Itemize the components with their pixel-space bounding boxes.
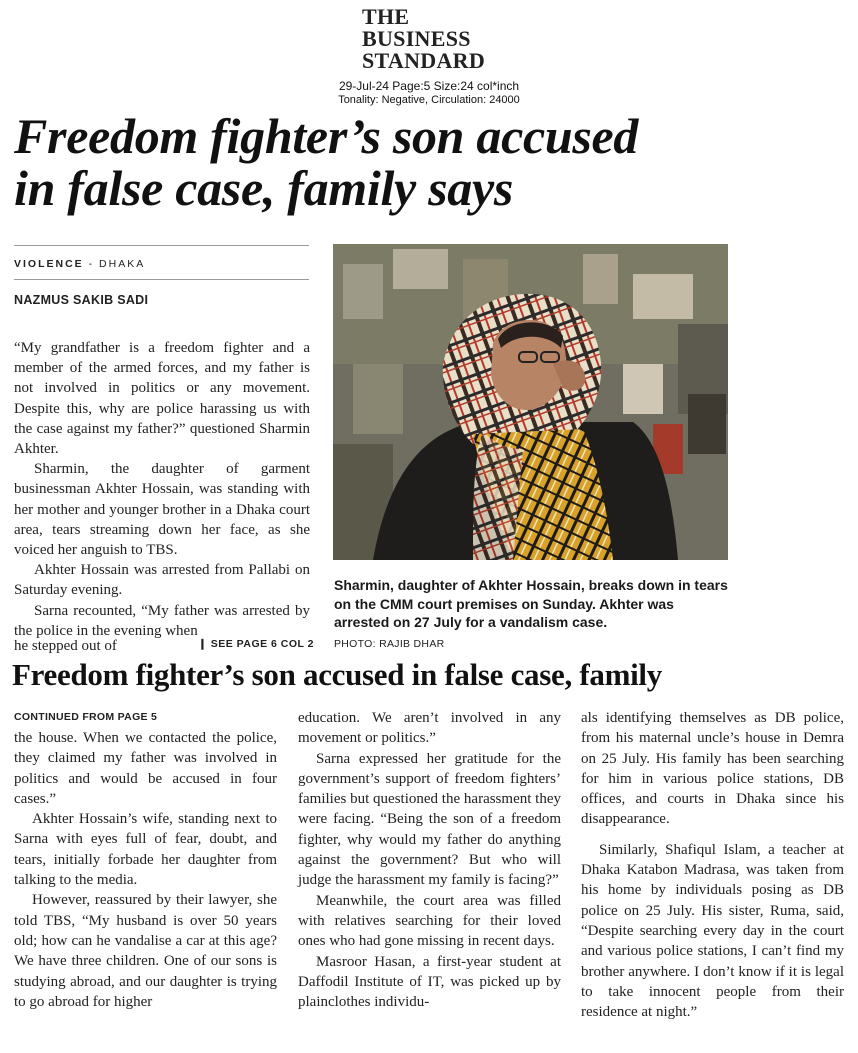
continuation-headline: Freedom fighter’s son accused in false case, family — [12, 657, 662, 692]
body-paragraph: Sharmin, the daughter of garment businessman Akhter Hossain, was standing with her mother and younger brother in a Dhaka court area, tears streaming down her face, as she voiced her anguish to TBS. — [14, 461, 310, 559]
body-paragraph: Sarna recounted, “My father was arrested by the police in the evening when — [14, 602, 310, 639]
photo-caption: Sharmin, daughter of Akhter Hossain, breaks down in tears on the CMM court premises on Sunday. Akhter was arrested on 27 July for a vandalism case. — [334, 577, 728, 630]
news-photo — [333, 244, 728, 560]
section-label — [14, 258, 145, 270]
masthead-line1: THE — [362, 4, 410, 29]
clip-info-tonality: Tonality: Negative, Circulation: 24000 — [338, 94, 520, 106]
body-paragraph: Meanwhile, the court area was filled with relatives searching for their loved ones who had gone missing in recent days. — [298, 892, 561, 950]
body-last-line: he stepped out of — [14, 638, 117, 654]
byline: NAZMUS SAKIB SADI — [14, 293, 149, 307]
article-body — [14, 338, 310, 641]
body-paragraph: the house. When we contacted the police, they claimed my father was involved in politics and would be accused in four cases.” — [14, 730, 277, 807]
body-paragraph: education. We aren’t involved in any movement or politics.” — [298, 710, 561, 747]
body-paragraph: “My grandfather is a freedom fighter and a member of the armed forces, and my father is not involved in politics or any movement. Despite this, why are police harassing us with the case against my father?” questioned Sharmin Akhter. — [14, 340, 310, 458]
section-location: DHAKA — [99, 258, 146, 270]
continuation-column-1 — [14, 728, 277, 1012]
body-paragraph: However, reassured by their lawyer, she told TBS, “My husband is over 50 years old; how can he vandalise a car at this age? We have three children. One of our sons is studying abroad, and our daughter is trying to go abroad for higher — [14, 892, 277, 1010]
masthead-logo — [362, 6, 502, 72]
continuation-column-2 — [298, 708, 561, 1012]
section-name: VIOLENCE — [14, 258, 84, 270]
body-paragraph: Akhter Hossain’s wife, standing next to Sarna with eyes full of fear, doubt, and tears, initially forbade her daughter from talking to the media. — [14, 811, 277, 889]
masthead-line2: BUSINESS — [362, 26, 471, 51]
headline-line1: Freedom fighter’s son accused — [14, 108, 639, 164]
continued-label: CONTINUED FROM PAGE 5 — [14, 711, 158, 723]
photo-credit: PHOTO: RAJIB DHAR — [334, 638, 445, 650]
body-paragraph: Masroor Hasan, a first-year student at Daffodil Institute of IT, was picked up by plainclothes individu- — [298, 953, 561, 1011]
jump-reference: ❙ SEE PAGE 6 COL 2 — [198, 638, 315, 650]
body-paragraph: als identifying themselves as DB police, from his maternal uncle’s house in Demra on 25 July. His family has been searching for him in various police stations, DB offices, and courts in Dhaka since his disappearance. — [581, 710, 844, 828]
headline-line2: in false case, family says — [14, 160, 514, 216]
continuation-column-3 — [581, 708, 844, 1022]
body-paragraph: Akhter Hossain was arrested from Pallabi on Saturday evening. — [14, 562, 310, 599]
article-headline — [14, 110, 734, 214]
divider-top — [14, 245, 309, 246]
photo-illustration — [333, 244, 728, 560]
body-paragraph: Sarna expressed her gratitude for the government’s support of freedom fighters’ families but questioned the harassment they were facing. “Being the son of a freedom fighter, why would my father do anything against the government? But who will judge the harassment my family is facing?” — [298, 750, 561, 889]
section-separator: - — [83, 258, 100, 270]
divider-mid — [14, 279, 309, 280]
masthead-line3: STANDARD — [362, 48, 486, 73]
body-paragraph: Similarly, Shafiqul Islam, a teacher at Dhaka Katabon Madrasa, was taken from his home by individuals posing as DB police on 25 July. His sister, Ruma, said, “Despite searching every day in the court and various police stations, I can’t find my brother anywhere. I don’t know if it is legal to take innocent people from their residence at night.” — [581, 841, 844, 1021]
clip-info-size: 29-Jul-24 Page:5 Size:24 col*inch — [338, 79, 520, 93]
